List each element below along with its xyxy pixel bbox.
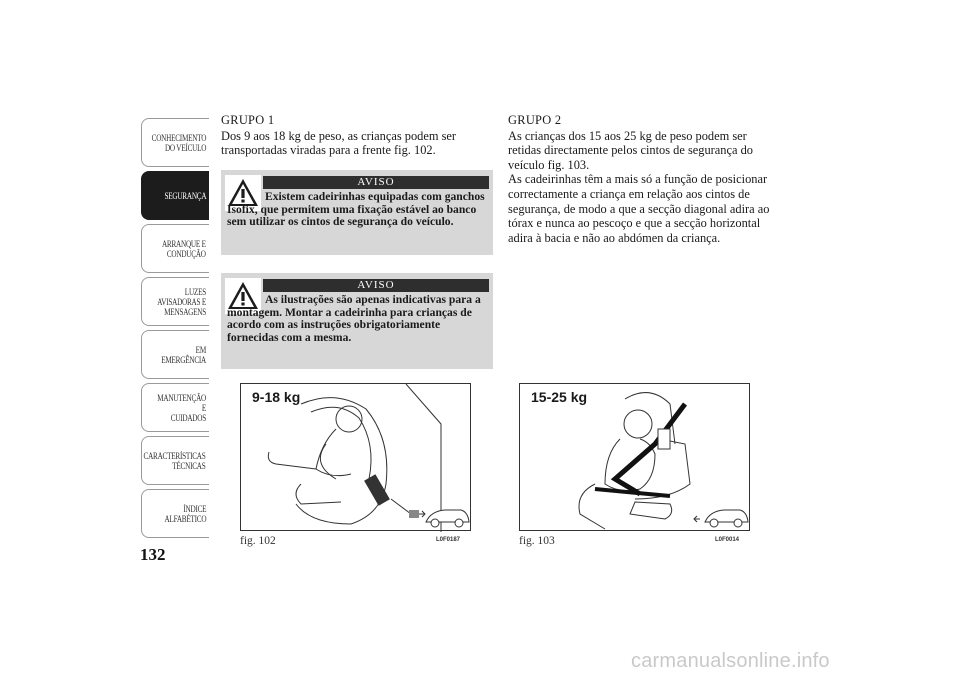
nav-tab-arranque[interactable] [141,224,209,273]
body-text: As cadeirinhas têm a mais só a função de posicionar correctamente a criança em relação aos cintos de segurança, de modo a que a secção diagonal adira ao tórax e nunca ao pescoço e que a secção horizontal adira à bacia e não ao abdómen da criança. [508,172,770,245]
weight-label: 15-25 kg [531,389,588,405]
nav-tab-indice[interactable] [141,489,209,538]
body-text: As crianças dos 15 aos 25 kg de peso podem ser retidas directamente pelos cintos de segurança do veículo fig. 103. [508,128,753,172]
warning-title: AVISO [263,279,489,292]
nav-tab-label: LUZES AVISADORAS E MENSAGENS [157,286,206,317]
figure-103 [519,383,750,531]
nav-tab-label: ÍNDICE ALFABÉTICO [164,503,206,524]
nav-tab-caracteristicas[interactable] [141,436,209,485]
figure-code: L0F0014 [715,537,740,543]
nav-tab-emergencia[interactable] [141,330,209,379]
booster-seat-group2-illustration [520,384,751,532]
child-seat-group1-illustration [241,384,472,532]
nav-tab-label: CONHECIMENTO DO VEÍCULO [151,132,206,153]
nav-tab-manutencao[interactable] [141,383,209,432]
weight-label: 9-18 kg [252,389,301,405]
warning-text: As ilustrações são apenas indicativas para a montagem. Montar a cadeirinha para crianças de acordo com as instruções obrigatoriamente fornecidas com a mesma. [227,293,481,344]
nav-tab-label: CARACTERÍSTICAS TÉCNICAS [143,450,206,471]
figure-caption: fig. 103 [519,535,555,547]
nav-tab-label: EM EMERGÊNCIA [161,344,206,365]
page-number: 132 [140,545,166,564]
nav-tab-label: ARRANQUE E CONDUÇÃO [162,238,206,259]
nav-tab-label: SEGURANÇA [164,190,206,201]
warning-box [221,170,493,255]
nav-tab-conhecimento[interactable] [141,118,209,167]
left-column [221,113,496,158]
nav-tab-label: MANUTENÇÃO E CUIDADOS [157,392,206,423]
nav-tab-seguranca[interactable] [141,171,209,220]
warning-title: AVISO [263,176,489,189]
warning-box [221,273,493,369]
right-column [508,113,780,245]
nav-tab-luzes[interactable] [141,277,209,326]
section-heading: GRUPO 1 [221,113,275,127]
body-text: Dos 9 aos 18 kg de peso, as crianças podem ser transportadas viradas para a frente fig. 102. [221,128,457,158]
figure-code: L0F0187 [436,537,461,543]
watermark: carmanualsonline.info [631,650,830,672]
figure-caption: fig. 102 [240,535,276,547]
section-heading: GRUPO 2 [508,113,562,127]
figure-102 [240,383,471,531]
warning-text: Existem cadeirinhas equipadas com ganchos Isofix, que permitem uma fixação estável ao banco sem utilizar os cintos de segurança do veículo. [227,190,485,229]
